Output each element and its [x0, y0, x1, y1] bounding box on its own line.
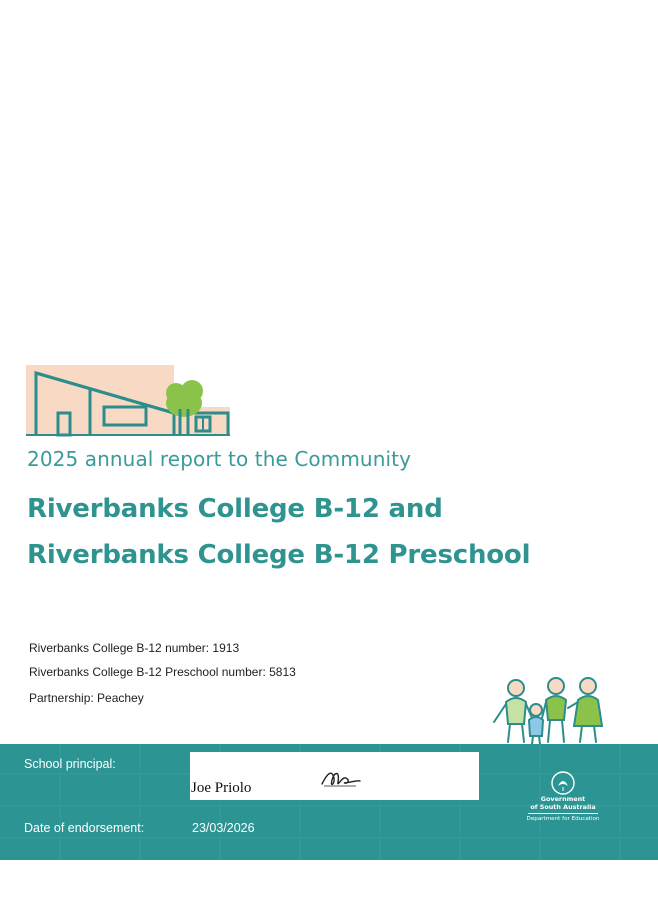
principal-label: School principal: — [24, 757, 116, 771]
family-illustration-icon — [488, 674, 606, 746]
government-crest-icon — [551, 770, 575, 796]
government-logo — [524, 770, 602, 840]
school-number: Riverbanks College B-12 number: 1913 — [29, 641, 240, 655]
government-line-2: of South Australia — [530, 802, 596, 811]
government-divider — [528, 813, 598, 814]
date-value: 23/03/2026 — [192, 821, 255, 835]
preschool-number: Riverbanks College B-12 Preschool number: 5813 — [29, 665, 296, 679]
partnership: Partnership: Peachey — [29, 691, 144, 705]
government-line-1: Government — [540, 795, 586, 803]
government-line-3: Department for Education — [526, 816, 600, 822]
date-label: Date of endorsement: — [24, 821, 145, 835]
report-title-line-2: Riverbanks College B-12 Preschool — [27, 540, 531, 570]
endorsement-band — [0, 744, 658, 860]
signature-box — [190, 752, 479, 800]
principal-name: Joe Priolo — [191, 780, 252, 796]
school-building-icon — [24, 363, 232, 437]
signature-mark — [318, 766, 362, 792]
report-title-line-1: Riverbanks College B-12 and — [27, 494, 443, 524]
report-subtitle: 2025 annual report to the Community — [27, 447, 412, 471]
